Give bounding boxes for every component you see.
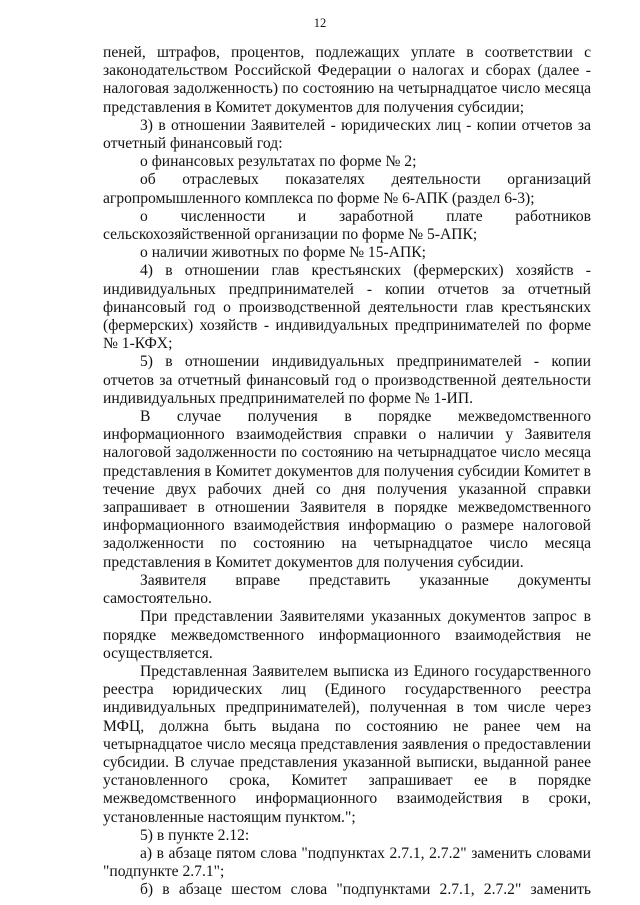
paragraph: а) в абзаце пятом слова "подпунктах 2.7.1, 2.7.2" заменить словами "подпункте 2.7.1"; <box>103 844 591 881</box>
paragraph: 5) в пункте 2.12: <box>140 826 250 844</box>
paragraph: об отраслевых показателях деятельности организаций агропромышленного комплекса по форме № 6-АПК (раздел 6-3); <box>103 171 591 207</box>
paragraph: б) в абзаце шестом слова "подпунктами 2.7.1, 2.7.2" заменить <box>140 881 591 899</box>
paragraph: Представленная Заявителем выписка из Единого государственного реестра юридических лиц (Единого государственного реестра индивидуальных предпринимателей), полученная в том числе через МФЦ, должна быть выдана по состоянию не ранее чем на четырнадцатое число месяца представления заявления о предоставлении субсидии. В случае представления указанной выписки, выданной ранее установленного срока, Комитет запрашивает ее в порядке межведомственного информационного взаимодействия в сроки, установленные настоящим пунктом."; <box>103 662 591 826</box>
paragraph: 4) в отношении глав крестьянских (фермерских) хозяйств - индивидуальных предпринимателей - копии отчетов за отчетный финансовый год о производственной деятельности глав крестьянских (фермерских) хозяйств - индивидуальных предпринимателей по форме № 1-КФХ; <box>103 262 591 353</box>
paragraph: При представлении Заявителями указанных документов запрос в порядке межведомственного информационного взаимодействия не осуществляется. <box>103 608 591 662</box>
page-number: 12 <box>313 16 327 30</box>
paragraph: 5) в отношении индивидуальных предпринимателей - копии отчетов за отчетный финансовый год о производственной деятельности индивидуальных предпринимателей по форме № 1-ИП. <box>103 353 591 407</box>
paragraph: Заявителя вправе представить указанные документы самостоятельно. <box>103 571 591 608</box>
paragraph: о наличии животных по форме № 15-АПК; <box>140 244 426 262</box>
paragraph: 3) в отношении Заявителей - юридических лиц - копии отчетов за отчетный финансовый год: <box>103 116 591 153</box>
paragraph: о численности и заработной плате работников сельскохозяйственной организации по форме № 5-АПК; <box>103 207 591 244</box>
paragraph: пеней, штрафов, процентов, подлежащих уплате в соответствии с законодательством Российской Федерации о налогах и сборах (далее - налоговая задолженность) по состоянию на четырнадцатое число месяца представления в Комитет документов для получения субсидии; <box>103 44 591 116</box>
paragraph: о финансовых результатах по форме № 2; <box>140 153 417 171</box>
document-body <box>103 44 591 900</box>
paragraph: В случае получения в порядке межведомственного информационного взаимодействия справки о наличии у Заявителя налоговой задолженности по состоянию на четырнадцатое число месяца представления в Комитет документов для получения субсидии Комитет в течение двух рабочих дней со дня получения указанной справки запрашивает в отношении Заявителя в порядке межведомственного информационного взаимодействия информацию о размере налоговой задолженности по состоянию на четырнадцатое число месяца представления в Комитет документов для получения субсидии. <box>103 408 591 571</box>
